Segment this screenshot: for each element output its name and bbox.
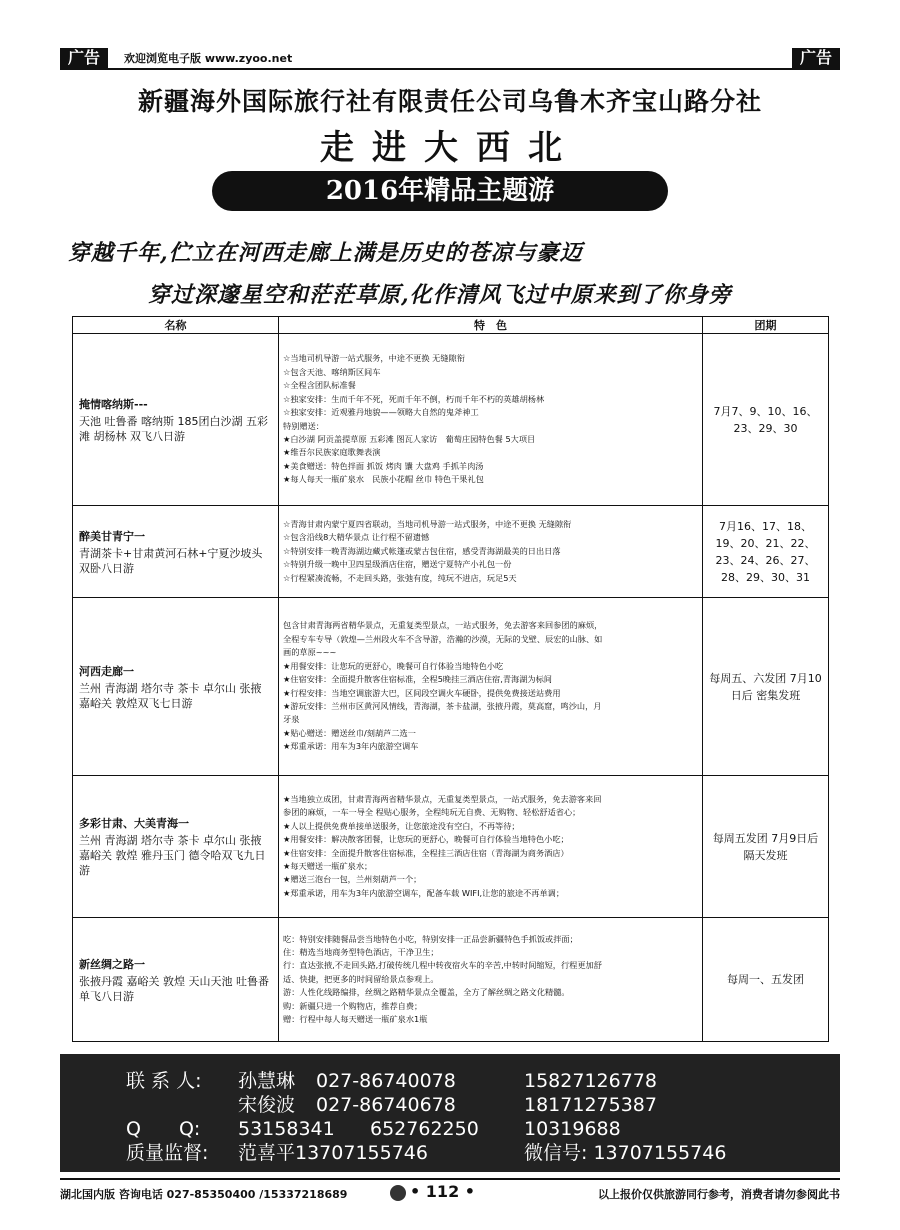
feature-line: ★行程安排：当地空调旅游大巴，区间段空调火车硬卧，提供免费接送站费用: [283, 687, 561, 698]
tour-table: [72, 316, 829, 1042]
route-itinerary: 张掖丹霞 嘉峪关 敦煌 天山天池 吐鲁番单飞八日游: [79, 974, 269, 1003]
page-number: [390, 1182, 475, 1201]
tagline-2: 穿过深邃星空和茫茫草原,化作清风飞过中原来到了你身旁: [148, 282, 732, 308]
feature-line: ★每人每天一瓶矿泉水 民族小花帽 丝巾 特色干果礼包: [283, 474, 484, 485]
table-row: [73, 918, 829, 1042]
route-name-cell: [73, 506, 279, 598]
feature-line: ☆特别安排一晚青海湖边藏式帐篷或蒙古包住宿，感受青海湖最美的日出日落: [283, 545, 561, 556]
feature-line: ★白沙湖 阿贡盖提草原 五彩滩 图瓦人家访 葡萄庄园特色餐 5大项目: [283, 433, 536, 444]
route-dates: 每周一、五发团: [703, 918, 829, 1042]
route-features: [279, 918, 703, 1042]
feature-line: 吃：特别安排随餐品尝当地特色小吃，特别安排一正品尝新疆特色手抓饭或拌面；: [283, 933, 578, 944]
route-dates: 7月16、17、18、19、20、21、22、23、24、26、27、28、29、30、31: [703, 506, 829, 598]
route-dates: 每周五发团 7月9日后隔天发班: [703, 776, 829, 918]
page-footer: [60, 1178, 840, 1202]
contact-panel: [60, 1054, 840, 1172]
publisher-logo-icon: [390, 1185, 406, 1201]
route-title: 多彩甘肃、大美青海一: [79, 817, 189, 830]
feature-line: 牙泉: [283, 714, 300, 725]
feature-line: 住：精选当地商务型特色酒店，干净卫生；: [283, 946, 439, 957]
table-row: [73, 334, 829, 506]
qq-label: Q Q:: [126, 1118, 201, 1140]
feature-line: ★赠送三泡台一包，兰州刻葫芦一个；: [283, 874, 422, 885]
table-header-row: [73, 317, 829, 334]
feature-line: 适、快捷，把更多的时间留给景点参观上。: [283, 973, 439, 984]
tagline-1: 穿越千年,伫立在河西走廊上满是历史的苍凉与豪迈: [68, 240, 583, 266]
feature-line: 特别赠送：: [283, 420, 324, 431]
feature-line: ★维吾尔民族家庭歌舞表演: [283, 447, 381, 458]
wechat-id[interactable]: 微信号: 13707155746: [524, 1142, 727, 1164]
welcome-text[interactable]: 欢迎浏览电子版 www.zyoo.net: [124, 52, 293, 65]
page-number-text: • 112 •: [410, 1182, 475, 1201]
header-features: 特 色: [279, 317, 703, 334]
feature-line: 赠：行程中每人每天赠送一瓶矿泉水1瓶: [283, 1014, 428, 1025]
route-features: [279, 506, 703, 598]
company-name: 新疆海外国际旅行社有限责任公司乌鲁木齐宝山路分社: [137, 87, 762, 116]
feature-line: ★郑重承诺，用车为3年内旅游空调车，配备车载 WIFI,让您的旅途不再单调；: [283, 887, 565, 898]
contact-phone-1[interactable]: 027-86740078: [316, 1070, 456, 1092]
route-features: [279, 776, 703, 918]
header-name: 名称: [73, 317, 279, 334]
qq-number-2[interactable]: 652762250: [370, 1118, 479, 1140]
feature-line: ☆当地司机导游一站式服务，中途不更换 无缝隙衔: [283, 353, 465, 364]
footer-disclaimer: 以上报价仅供旅游同行参考，消费者请勿参阅此书: [598, 1188, 840, 1201]
footer-hotline: 湖北国内版 咨询电话 027-85350400 /15337218689: [60, 1188, 348, 1201]
feature-line: ★美食赠送：特色拌面 抓饭 烤肉 馕 大盘鸡 手抓羊肉汤: [283, 460, 484, 471]
route-features: [279, 334, 703, 506]
feature-line: ★郑重承诺：用车为3年内旅游空调车: [283, 741, 419, 752]
feature-line: 全程专车专导（敦煌—兰州段火车不含导游，浩瀚的沙漠，无际的戈壁、辰宏的山脉、如: [283, 633, 603, 644]
route-name-cell: [73, 918, 279, 1042]
route-itinerary: 兰州 青海湖 塔尔寺 茶卡 卓尔山 张掖 嘉峪关 敦煌 雅丹玉门 德令哈双飞九日游: [79, 834, 266, 877]
route-dates: 7月7、9、10、16、23、29、30: [703, 334, 829, 506]
contact-mobile-1[interactable]: 15827126778: [524, 1070, 657, 1092]
feature-line: 画的草原~~~: [283, 647, 337, 658]
route-dates: 每周五、六发团 7月10日后 密集发班: [703, 598, 829, 776]
feature-line: ★人以上提供免费单接单送服务，让您旅途没有空白，不再等待；: [283, 820, 520, 831]
feature-line: ★当地独立成团，甘肃青海两省精华景点，无重复类型景点，一站式服务，免去游客来回: [283, 793, 602, 804]
route-itinerary: 兰州 青海湖 塔尔寺 茶卡 卓尔山 张掖 嘉峪关 敦煌双飞七日游: [79, 681, 262, 710]
feature-line: ☆独家安排：生而千年不死，死而千年不倒，朽而千年不朽的英雄胡杨林: [283, 393, 545, 404]
slogan: 走进大西北: [320, 128, 580, 168]
route-title: 掩情喀纳斯---: [79, 397, 148, 411]
feature-line: 游：人性化线路编排，丝绸之路精华景点全覆盖，全方了解丝绸之路文化精髓。: [283, 987, 570, 998]
feature-line: 购：新疆只进一个购物店，推荐自费；: [283, 1000, 423, 1011]
contact-phone-2[interactable]: 027-86740678: [316, 1094, 456, 1116]
route-name-cell: [73, 776, 279, 918]
route-name-cell: [73, 334, 279, 506]
feature-line: ★住宿安排：全面提升散客住宿标准，全程挂三酒店住宿（青海湖为商务酒店）: [283, 847, 569, 858]
feature-line: ★住宿安排：全面提升散客住宿标准，全程5晚挂三酒店住宿,青海湖为标间: [283, 674, 552, 685]
qq-number-1[interactable]: 53158341: [238, 1118, 335, 1140]
feature-line: 包含甘肃青海两省精华景点，无重复类型景点，一站式服务，免去游客来回参团的麻烦，: [283, 620, 603, 631]
feature-line: ★用餐安排：让您玩的更舒心，晚餐可自行体验当地特色小吃: [283, 660, 504, 671]
feature-line: ☆独家安排：近观雅丹地貌——领略大自然的鬼斧神工: [283, 407, 479, 418]
feature-line: ☆青海甘肃内蒙宁夏四省联动，当地司机导游一站式服务，中途不更换 无缝隙衔: [283, 518, 572, 529]
route-name-cell: [73, 598, 279, 776]
ad-tag-right: 广告: [792, 48, 840, 68]
theme-banner: 2016年精品主题游: [212, 171, 668, 211]
contact-person-1: 孙慧琳: [238, 1070, 296, 1092]
feature-line: ☆特别升级一晚中卫四星级酒店住宿，赠送宁夏特产小礼包一份: [283, 559, 512, 570]
feature-line: ☆包含天池、喀纳斯区间车: [283, 366, 381, 377]
feature-line: ☆行程紧凑流畅，不走回头路，张弛有度，纯玩不进店，玩足5天: [283, 572, 517, 583]
contact-person-2: 宋俊波: [238, 1094, 296, 1116]
feature-line: ★游玩安排：兰州市区黄河风情线，青海湖，茶卡盐湖，张掖丹霞，莫高窟，鸣沙山，月: [283, 700, 602, 711]
route-itinerary: 青湖茶卡+甘肃黄河石林+宁夏沙坡头双卧八日游: [79, 546, 263, 575]
route-features: [279, 598, 703, 776]
route-title: 新丝绸之路一: [79, 957, 145, 971]
table-row: [73, 506, 829, 598]
route-title: 河西走廊一: [79, 664, 134, 678]
feature-line: ★每天赠送一瓶矿泉水；: [283, 860, 373, 871]
header-dates: 团期: [703, 317, 829, 334]
qq-number-3[interactable]: 10319688: [524, 1118, 621, 1140]
feature-line: ☆包含沿线8大精华景点 让行程不留遗憾: [283, 532, 430, 543]
table-row: [73, 598, 829, 776]
quality-contact[interactable]: 范喜平13707155746: [238, 1142, 428, 1164]
feature-line: ★用餐安排：解决散客团餐，让您玩的更舒心，晚餐可自行体验当地特色小吃；: [283, 834, 569, 845]
table-row: [73, 776, 829, 918]
contact-mobile-2[interactable]: 18171275387: [524, 1094, 657, 1116]
ad-tag-left: 广告: [60, 48, 108, 68]
route-title: 醉美甘青宁一: [79, 529, 145, 543]
feature-line: ☆全程含团队标准餐: [283, 380, 356, 391]
top-bar: [60, 48, 840, 70]
feature-line: 参团的麻烦，一车一导全 程贴心服务，全程纯玩无自费、无购物、轻松舒适省心；: [283, 807, 581, 818]
route-itinerary: 天池 吐鲁番 喀纳斯 185团白沙湖 五彩滩 胡杨林 双飞八日游: [79, 414, 268, 443]
quality-label: 质量监督:: [126, 1142, 209, 1164]
feature-line: 行：直达张掖,不走回头路,打破传统几程中转夜宿火车的辛苦,中转时间缩短，行程更加舒: [283, 960, 602, 971]
feature-line: ★贴心赠送：赠送丝巾/刻葫芦二选一: [283, 727, 416, 738]
contact-label: 联 系 人:: [126, 1070, 202, 1092]
